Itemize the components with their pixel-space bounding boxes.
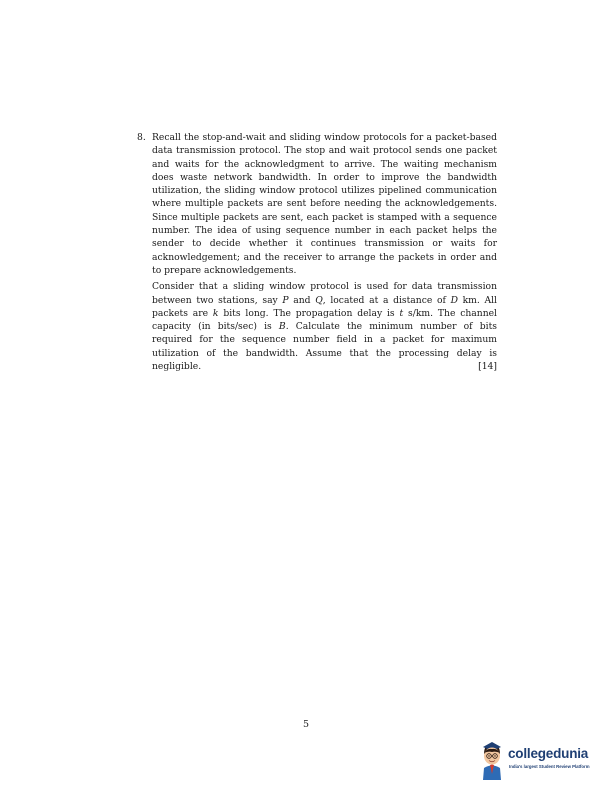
question-number: 8. — [137, 132, 146, 143]
text-segment: Consider that a sliding window protocol is used for data transmission between two stations, say — [152, 281, 497, 306]
marks-label: [14] — [478, 361, 497, 373]
graduate-mascot-icon — [478, 741, 506, 781]
text-segment: , located at a distance of — [322, 294, 451, 306]
math-variable: t — [399, 307, 404, 319]
text-segment: and — [288, 294, 316, 306]
text-segment: bits long. The propagation delay is — [218, 307, 400, 319]
text-segment: km. All packets are — [152, 294, 497, 319]
brand-tagline: India's largest Student Review Platform — [509, 764, 590, 769]
math-variable: k — [212, 307, 219, 319]
math-variable: B — [278, 321, 286, 333]
math-variable: P — [282, 294, 289, 306]
brand-name: collegedunia — [508, 746, 589, 761]
collegedunia-watermark — [478, 741, 606, 785]
math-variable: Q — [315, 294, 323, 306]
page-number: 5 — [302, 719, 310, 730]
question-paragraph: Recall the stop-and-wait and sliding window protocols for a packet-based data transmission protocol. The stop and wait protocol sends one packet and waits for the acknowledgment to arrive. The waiting mechanism does waste network bandwidth. In order to improve the bandwidth utilization, the sliding window protocol utilizes pipelined communication where multiple packets are sent before needing the acknowledgements. Since multiple packets are sent, each packet is stamped with a sequence number. The idea of using sequence number in each packet helps the sender to decide whether it continues transmission or waits for acknowledgement; and the receiver to arrange the packets in order and to prepare acknowledgements. — [152, 132, 497, 276]
question-paragraph — [152, 280, 497, 373]
question-body — [152, 131, 497, 373]
text-segment: . Calculate the minimum number of bits required for the sequence number field in a packet for maximum utilization of the bandwidth. Assume that the processing delay is negligible. — [152, 321, 497, 373]
text-segment: s/km. The channel capacity (in bits/sec) is — [152, 307, 497, 333]
math-variable: D — [450, 294, 458, 306]
question-8 — [137, 131, 497, 373]
